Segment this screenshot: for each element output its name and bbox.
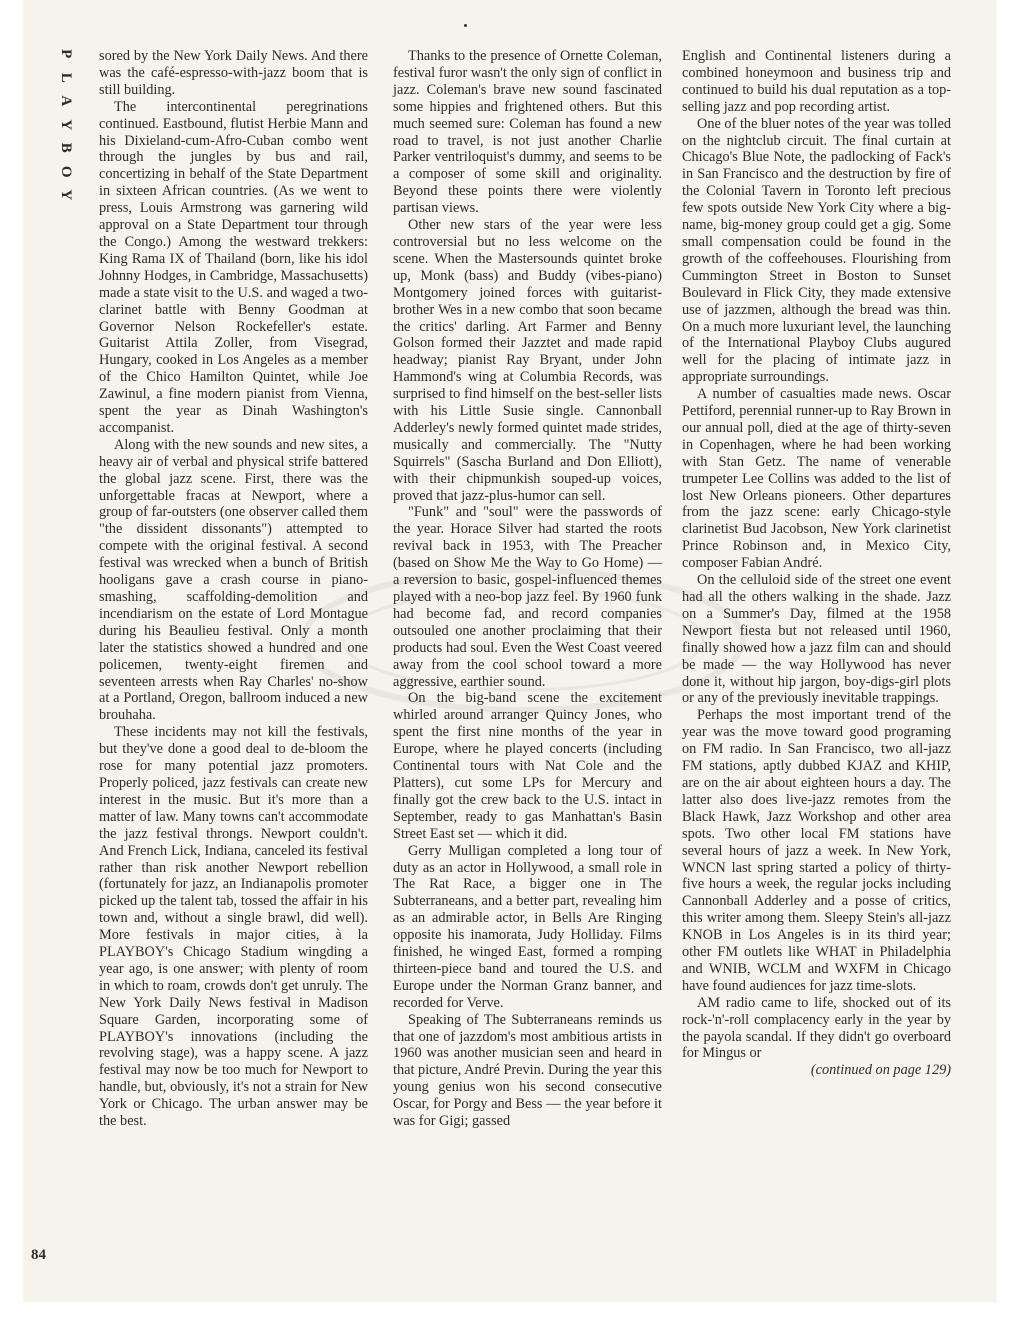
article-paragraph: On the big-band scene the excitement whirled around arranger Quincy Jones, who spent the first nine months of the year in Europe, where he played concerts (including Continental tours with Nat Cole and the Platters), cut some LPs for Mercury and finally got the crew back to the U.S. intact in September, ready to gas Manhattan's Basin Street East set — which it did. [393, 690, 662, 842]
vertical-title-letter: P [57, 49, 74, 59]
article-paragraph: Other new stars of the year were less controversial but no less welcome on the scene. When the Mastersounds quintet broke up, Monk (bass) and Buddy (vibes-piano) Montgomery joined forces with guitarist-brother Wes in a new combo that soon became the critics' darling. Art Farmer and Benny Golson formed their Jazztet and made rapid headway; pianist Ray Bryant, under John Hammond's wing at Columbia Records, was surprised to find himself on the best-seller lists with his Little Susie single. Cannonball Adderley's newly formed quintet made strides, musically and commercially. The "Nutty Squirrels" (Sascha Burland and Don Elliott), with their chipmunkish souped-up voices, proved that jazz-plus-humor can sell. [393, 217, 662, 504]
article-paragraph: The intercontinental peregrinations continued. Eastbound, flutist Herbie Mann and his Dixieland-cum-Afro-Cuban combo went through the jungles by bus and rail, concertizing in behalf of the State Department in sixteen African countries. (As we went to press, Louis Armstrong was garnering wild approval on a State Department tour through the Congo.) Among the westward trekkers: King Rama IX of Thailand (born, like his idol Johnny Hodges, in Cambridge, Massachusetts) made a state visit to the U.S. and waged a two-clarinet battle with Benny Goodman at Governor Nelson Rockefeller's estate. Guitarist Attila Zoller, from Visegrad, Hungary, cooked in Los Angeles as a member of the Chico Hamilton Quintet, while Joe Zawinul, a fine modern pianist from Vienna, spent the year as Dinah Washington's accompanist. [99, 98, 368, 436]
article-paragraph: Along with the new sounds and new sites, a heavy air of verbal and physical strife battered the global jazz scene. First, there was the unforgettable fracas at Newport, where a group of far-outsters (one observer called them "the dissident dissonants") attempted to compete with the original festival. A second festival was wrecked when a bunch of British hooligans gave a crash course in piano-smashing, scaffolding-demolition and incendiarism on the estate of Lord Montague during his Beaulieu festival. Only a month later the statistics showed a hundred and one policemen, twenty-eight firemen and seventeen arrests when Ray Charles' no-show at a Portland, Oregon, ballroom induced a new brouhaha. [99, 436, 368, 724]
article-paragraph: One of the bluer notes of the year was tolled on the nightclub circuit. The final curtain at Chicago's Blue Note, the padlocking of Fack's in San Francisco and the destruction by fire of the Colonial Tavern in Toronto left precious few spots outside New York City where a big-name, big-money group could get a gig. Some small compensation could be found in the growth of the coffeehouses. Flourishing from Cummington Street in Boston to Sunset Boulevard in Flick City, they made extensive use of jazzmen, although the bread was thin. On a much more luxuriant level, the launching of the International Playboy Clubs augured well for the placing of intimate jazz in appropriate surroundings. [682, 115, 951, 386]
vertical-title-letter: A [57, 95, 74, 107]
page-number: 84 [31, 1247, 46, 1263]
article-paragraph: These incidents may not kill the festivals, but they've done a good deal to de-bloom the rose for many potential jazz promoters. Properly policed, jazz festivals can create new interest in the music. But it's more than a matter of law. Many towns can't accommodate the jazz festival throngs. Newport couldn't. And French Lick, Indiana, canceled its festival rather than risk another Newport rebellion (fortunately for jazz, an Indianapolis promoter picked up the talent tab, tossed the affair in his town and, without a single brawl, did well). More festivals in major cities, à la PLAYBOY's Chicago Stadium wingding a year ago, is one answer; with plenty of room in which to roam, crowds don't get unruly. The New York Daily News festival in Madison Square Garden, incorporating some of PLAYBOY's innovations (including the revolving stage), was a happy scene. A jazz festival may now be too much for Newport to handle, but, obviously, it's not a strain for New York or Chicago. The urban answer may be the best. [99, 724, 368, 1130]
magazine-page [23, 0, 997, 1302]
article-paragraph: A number of casualties made news. Oscar Pettiford, perennial runner-up to Ray Brown in our annual poll, died at the age of thirty-seven in Copenhagen, where he had been working with Stan Getz. The name of venerable trumpeter Lee Collins was added to the list of lost New Orleans pioneers. Other departures from the jazz scene: early Chicago-style clarinetist Bud Jacobson, New York clarinetist Prince Robinson and, in Mexico City, composer Fabian André. [682, 386, 951, 572]
vertical-title-letter: Y [57, 189, 74, 201]
vertical-title-letter: Y [57, 118, 74, 130]
article-paragraph: On the celluloid side of the street one event had all the others walking in the shade. Jazz on a Summer's Day, filmed at the 1958 Newport fiesta but not released until 1960, finally showed how a jazz film can and should be made — the way Hollywood has never done it, without hip jargon, boy-digs-girl plots or any of the previously inevitable trappings. [682, 572, 951, 707]
article-paragraph: "Funk" and "soul" were the passwords of the year. Horace Silver had started the roots revival back in 1953, with The Preacher (based on Show Me the Way to Go Home) — a reversion to basic, gospel-influenced themes played with a neo-bop jazz feel. By 1960 funk had become fad, and record companies outsouled one another proclaiming that their products had soul. Even the West Coast veered away from the cool school toward a more aggressive, earthier sound. [393, 504, 662, 690]
article-paragraph: Thanks to the presence of Ornette Coleman, festival furor wasn't the only sign of conflict in jazz. Coleman's brave new sound fascinated some hippies and frightened others. But this much seemed sure: Coleman has found a new road to travel, is not just another Charlie Parker ventriloquist's dummy, and seems to be a composer of some skill and originality. Beyond these points there were violently partisan views. [393, 48, 662, 217]
vertical-title-letter: B [57, 142, 74, 153]
article-paragraph: sored by the New York Daily News. And there was the café-espresso-with-jazz boom that is still building. [99, 48, 368, 98]
magazine-vertical-title [49, 42, 73, 207]
vertical-title-letter: L [57, 72, 74, 83]
text-column-2 [393, 48, 662, 1130]
article-paragraph: Gerry Mulligan completed a long tour of duty as an actor in Hollywood, a small role in The Rat Race, a bigger one in The Subterraneans, and a better part, revealing him as an admirable actor, in Bells Are Ringing opposite his inamorata, Judy Holliday. Films finished, he winged East, formed a romping thirteen-piece band and toured the U.S. and Europe under the Norman Granz banner, and recorded for Verve. [393, 842, 662, 1011]
text-column-1 [99, 48, 368, 1130]
article-paragraph: English and Continental listeners during a combined honeymoon and business trip and continued to build his dual reputation as a top-selling jazz and pop recording artist. [682, 48, 951, 115]
text-column-3 [682, 48, 951, 1079]
page-dot [464, 24, 467, 27]
article-paragraph: Perhaps the most important trend of the year was the move toward good programing on FM radio. In San Francisco, two all-jazz FM stations, aptly dubbed KJAZ and KHIP, are on the air about eighteen hours a day. The latter also does live-jazz remotes from the Black Hawk, Jazz Workshop and other area spots. Two other local FM stations have several hours of jazz a week. In New York, WNCN last spring started a policy of thirty-five hours a week, the regular jocks including Cannonball Adderley and a posse of critics, this writer among them. Sleepy Stein's all-jazz KNOB in Los Angeles is in its third year; other FM outlets like WHAT in Philadelphia and WNIB, WCLM and WXFM in Chicago have found audiences for jazz time-slots. [682, 707, 951, 994]
continued-note: (continued on page 129) [810, 1062, 951, 1079]
article-paragraph: Speaking of The Subterraneans reminds us that one of jazzdom's most ambitious artists in 1960 was another musician seen and heard in that picture, André Previn. During the year this young genius won his second consecutive Oscar, for Porgy and Bess — the year before it was for Gigi; gassed [393, 1011, 662, 1130]
article-paragraph: AM radio came to life, shocked out of its rock-'n'-roll complacency early in the year by the payola scandal. If they didn't go overboard for Mingus or [682, 994, 951, 1062]
vertical-title-letter: O [57, 165, 74, 178]
